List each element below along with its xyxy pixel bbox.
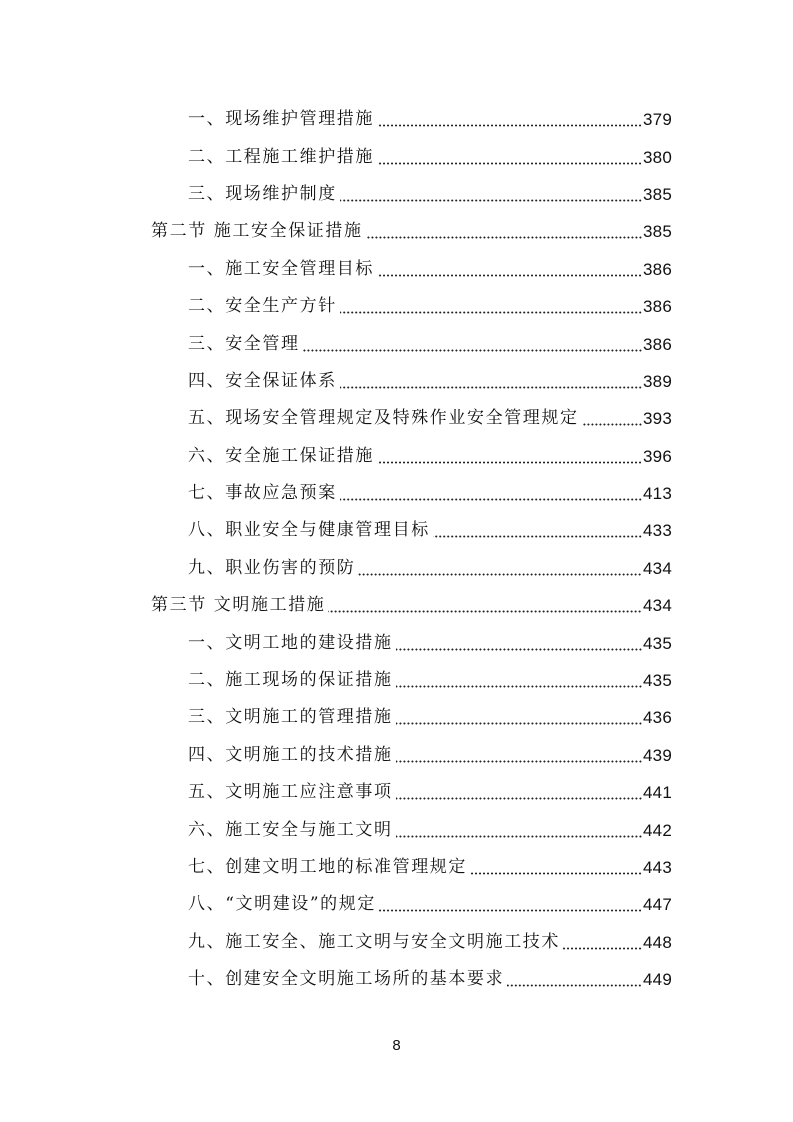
- toc-entry-page-number: 449: [643, 970, 672, 990]
- toc-entry[interactable]: [0, 288, 793, 325]
- toc-entry-title: 五、文明施工应注意事项: [188, 782, 393, 803]
- toc-entry-page-number: 434: [643, 596, 672, 616]
- toc-entry-page-number: 434: [643, 558, 672, 578]
- toc-entry[interactable]: [0, 737, 793, 774]
- dot-leader: [396, 722, 642, 725]
- dot-leader: [377, 162, 642, 165]
- toc-entry[interactable]: [0, 774, 793, 811]
- toc-entry-page-number: 441: [643, 783, 672, 803]
- toc-entry-title: 六、安全施工保证措施: [188, 445, 374, 466]
- dot-leader: [340, 199, 642, 202]
- toc-entry-title: 三、现场维护制度: [188, 183, 337, 204]
- toc-entry-title: 十、创建安全文明施工场所的基本要求: [188, 969, 505, 990]
- toc-entry-title: 五、现场安全管理规定及特殊作业安全管理规定: [188, 408, 579, 429]
- toc-entry-title: 第三节 文明施工措施: [151, 595, 326, 616]
- toc-entry-title: 一、文明工地的建设措施: [188, 632, 393, 653]
- toc-entry-title: 一、现场维护管理措施: [188, 109, 374, 130]
- toc-entry-page-number: 433: [643, 521, 672, 541]
- toc-entry-title: 九、职业伤害的预防: [188, 557, 356, 578]
- dot-leader: [507, 984, 642, 987]
- toc-entry-title: 七、事故应急预案: [188, 483, 337, 504]
- dot-leader: [328, 610, 642, 613]
- toc-entry-page-number: 385: [643, 184, 672, 204]
- dot-leader: [340, 311, 642, 314]
- dot-leader: [396, 835, 642, 838]
- toc-entry-title: 四、文明施工的技术措施: [188, 744, 393, 765]
- dot-leader: [358, 573, 642, 576]
- toc-entry-page-number: 389: [643, 371, 672, 391]
- toc-entry[interactable]: [0, 325, 793, 362]
- dot-leader: [377, 124, 642, 127]
- dot-leader: [303, 349, 642, 352]
- dot-leader: [563, 947, 642, 950]
- dot-leader: [377, 461, 642, 464]
- toc-entry[interactable]: [0, 176, 793, 213]
- toc-entry-page-number: 393: [643, 409, 672, 429]
- toc-entry-title: 七、创建文明工地的标准管理规定: [188, 857, 467, 877]
- dot-leader: [396, 760, 642, 763]
- toc-entry-page-number: 439: [643, 745, 672, 765]
- toc-entry[interactable]: [0, 363, 793, 400]
- toc-entry-title: 九、施工安全、施工文明与安全文明施工技术: [188, 931, 560, 952]
- toc-entry[interactable]: [0, 475, 793, 512]
- dot-leader: [396, 797, 642, 800]
- dot-leader: [377, 274, 642, 277]
- table-of-contents: [0, 101, 793, 998]
- toc-entry-page-number: 435: [643, 671, 672, 691]
- toc-entry-title: 八、职业安全与健康管理目标: [188, 520, 430, 541]
- toc-entry-page-number: 448: [643, 932, 672, 952]
- toc-entry-title: 二、安全生产方针: [188, 296, 337, 317]
- toc-section-heading[interactable]: [0, 213, 793, 250]
- toc-entry[interactable]: [0, 512, 793, 549]
- dot-leader: [433, 535, 642, 538]
- toc-section-heading[interactable]: [0, 587, 793, 624]
- toc-entry[interactable]: [0, 251, 793, 288]
- toc-entry-title: 三、文明施工的管理措施: [188, 707, 393, 728]
- dot-leader: [379, 909, 642, 912]
- toc-entry-page-number: 380: [643, 147, 672, 167]
- dot-leader: [396, 648, 642, 651]
- toc-entry-title: 二、工程施工维护措施: [188, 146, 374, 167]
- dot-leader: [396, 685, 642, 688]
- toc-entry-title: 二、施工现场的保证措施: [188, 670, 393, 691]
- toc-entry[interactable]: [0, 924, 793, 961]
- toc-entry[interactable]: [0, 699, 793, 736]
- toc-entry[interactable]: [0, 438, 793, 475]
- toc-entry[interactable]: [0, 811, 793, 848]
- toc-entry[interactable]: [0, 400, 793, 437]
- toc-entry-page-number: 379: [643, 110, 672, 130]
- page-number: 8: [392, 1037, 401, 1054]
- toc-entry-page-number: 386: [643, 297, 672, 317]
- dot-leader: [340, 498, 642, 501]
- toc-entry[interactable]: [0, 101, 793, 138]
- toc-entry[interactable]: [0, 624, 793, 661]
- toc-entry-title: 六、施工安全与施工文明: [188, 819, 393, 840]
- toc-entry-title: 一、施工安全管理目标: [188, 258, 374, 279]
- toc-entry[interactable]: [0, 961, 793, 998]
- toc-entry-page-number: 442: [643, 820, 672, 840]
- toc-entry[interactable]: [0, 550, 793, 587]
- toc-entry[interactable]: [0, 662, 793, 699]
- toc-entry-title: 三、安全管理: [188, 333, 300, 354]
- dot-leader: [366, 236, 642, 239]
- toc-entry-page-number: 385: [643, 222, 672, 242]
- dot-leader: [340, 386, 642, 389]
- toc-entry-page-number: 386: [643, 259, 672, 279]
- toc-entry-page-number: 443: [643, 858, 672, 877]
- toc-entry[interactable]: [0, 849, 793, 886]
- toc-entry-page-number: 386: [643, 334, 672, 354]
- toc-entry-page-number: 436: [643, 708, 672, 728]
- toc-entry[interactable]: [0, 138, 793, 175]
- dot-leader: [582, 423, 642, 426]
- dot-leader: [470, 872, 642, 875]
- toc-entry-page-number: 413: [643, 484, 672, 504]
- toc-entry-title: 八、“文明建设”的规定: [188, 894, 376, 915]
- toc-entry[interactable]: [0, 886, 793, 923]
- toc-entry-title: 第二节 施工安全保证措施: [151, 221, 363, 242]
- toc-entry-page-number: 435: [643, 633, 672, 653]
- toc-entry-page-number: 447: [643, 895, 672, 915]
- toc-entry-page-number: 396: [643, 446, 672, 466]
- toc-entry-title: 四、安全保证体系: [188, 370, 337, 391]
